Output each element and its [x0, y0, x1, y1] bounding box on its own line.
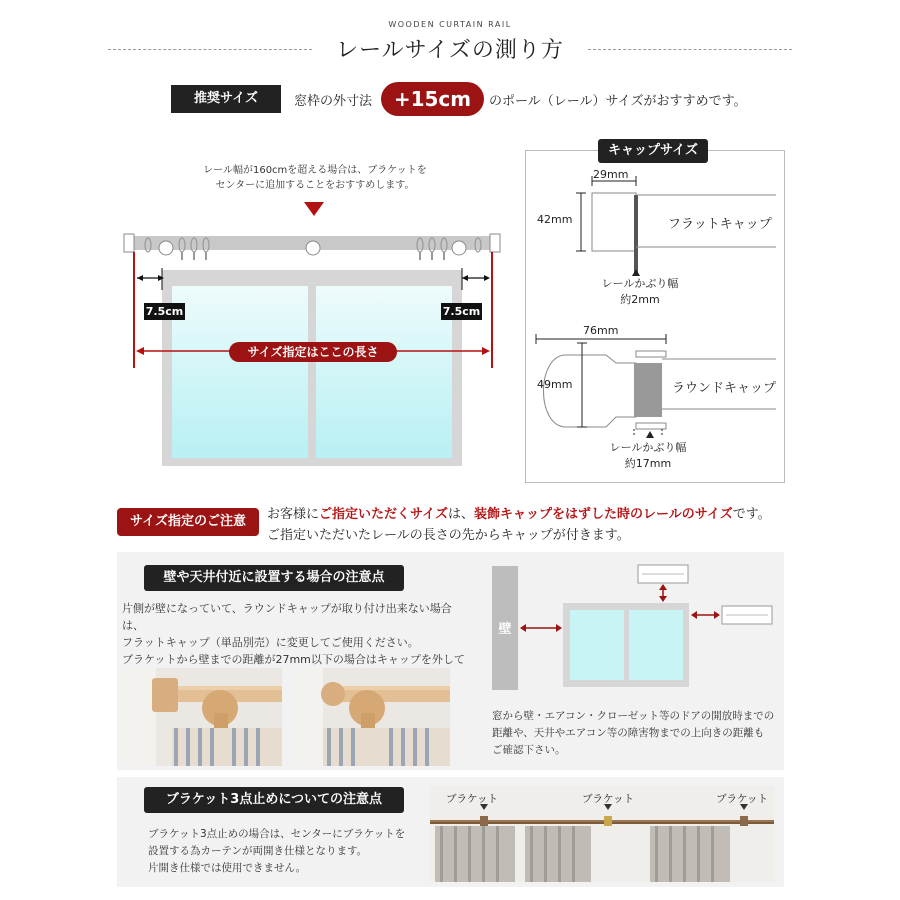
recommend-badge: 推奨サイズ [171, 85, 281, 113]
round-cap-width: 76mm [583, 324, 619, 337]
bracket-note [110, 163, 520, 193]
bracket-text-line2: 設置する為カーテンが両開き仕様となります。 [148, 845, 368, 857]
caution-line1 [267, 503, 771, 522]
bracket-label-center: ブラケット [582, 793, 634, 805]
flat-cap-overlap-line1: レールかぶり幅 [601, 277, 679, 290]
caution-text-a: お客様に [267, 507, 320, 522]
wall-text-line1: 片側が壁になっていて、ラウンドキャップが取り付け出来ない場合は、 [122, 602, 452, 632]
bracket-note-line1: レール幅が160cmを超える場合は、ブラケットを [203, 165, 427, 176]
bracket-section-badge: ブラケット3点止めについての注意点 [144, 787, 404, 813]
recommend-highlight: +15cm [381, 82, 484, 116]
flat-cap-height: 42mm [537, 213, 573, 226]
page-title: レールサイズの測り方 [336, 38, 564, 63]
down-triangle-icon [304, 202, 324, 216]
flat-cap-overlap [600, 276, 680, 308]
wall-right-line2: 距離や、天井やエアコン等の障害物までの上向きの距離も [492, 727, 765, 739]
round-cap-label: ラウンドキャップ [672, 381, 777, 396]
bracket-label-left: ブラケット [446, 793, 498, 805]
wall-text-line2: フラットキャップ（単品別売）に変更してご使用ください。 [122, 636, 419, 649]
wall-label: 壁 [498, 622, 512, 637]
round-cap-overlap-line1: レールかぶり幅 [609, 441, 687, 454]
flat-cap-overlap-line2: 約2mm [620, 293, 660, 306]
size-label: サイズ指定はここの長さ [229, 342, 397, 362]
recommend-text-before: 窓枠の外寸法 [294, 94, 373, 109]
round-cap-photo [293, 668, 450, 766]
header-subtitle: WOODEN CURTAIN RAIL [388, 20, 512, 29]
round-cap-overlap-line2: 約17mm [624, 457, 672, 470]
wall-section-badge: 壁や天井付近に設置する場合の注意点 [144, 565, 404, 591]
bracket-text-line1: ブラケット3点止めの場合は、センターにブラケットを [148, 828, 406, 840]
bracket-label-right: ブラケット [716, 793, 768, 805]
bracket-section-text [148, 826, 428, 877]
flat-cap-width: 29mm [593, 168, 629, 181]
left-offset-label: 7.5cm [145, 305, 184, 318]
wall-right-line3: ご確認下さい。 [492, 744, 566, 756]
wall-right-line1: 窓から壁・エアコン・クローゼット等のドアの開放時までの [492, 710, 775, 722]
caution-line2: ご指定いただいたレールの長さの先からキャップが付きます。 [267, 528, 630, 543]
window-diagram [110, 190, 510, 480]
round-cap-overlap [608, 440, 688, 472]
round-cap-height: 49mm [537, 378, 573, 391]
bracket-note-line2: センターに追加することをおすすめします。 [215, 180, 415, 191]
caution-highlight-2: 装飾キャップをはずした時のレールのサイズ [474, 507, 733, 522]
recommend-text-after: のポール（レール）サイズがおすすめです。 [489, 94, 747, 109]
flat-cap-photo [122, 668, 282, 766]
wall-right-text [492, 708, 782, 759]
flat-cap-label: フラットキャップ [668, 217, 772, 232]
cap-size-badge: キャップサイズ [598, 139, 708, 163]
caution-highlight-1: ご指定いただくサイズ [319, 507, 448, 522]
wall-clearance-diagram [490, 562, 780, 697]
right-offset-label: 7.5cm [442, 305, 481, 318]
caution-text-e: です。 [732, 507, 771, 522]
wall-text-line3: ブラケットから壁までの距離が27mm以下の場合はキャップを外して [122, 653, 465, 666]
caution-badge: サイズ指定のご注意 [117, 508, 259, 536]
caution-text-c: は、 [447, 507, 474, 522]
bracket-text-line3: 片開き仕様では使用できません。 [148, 862, 307, 874]
